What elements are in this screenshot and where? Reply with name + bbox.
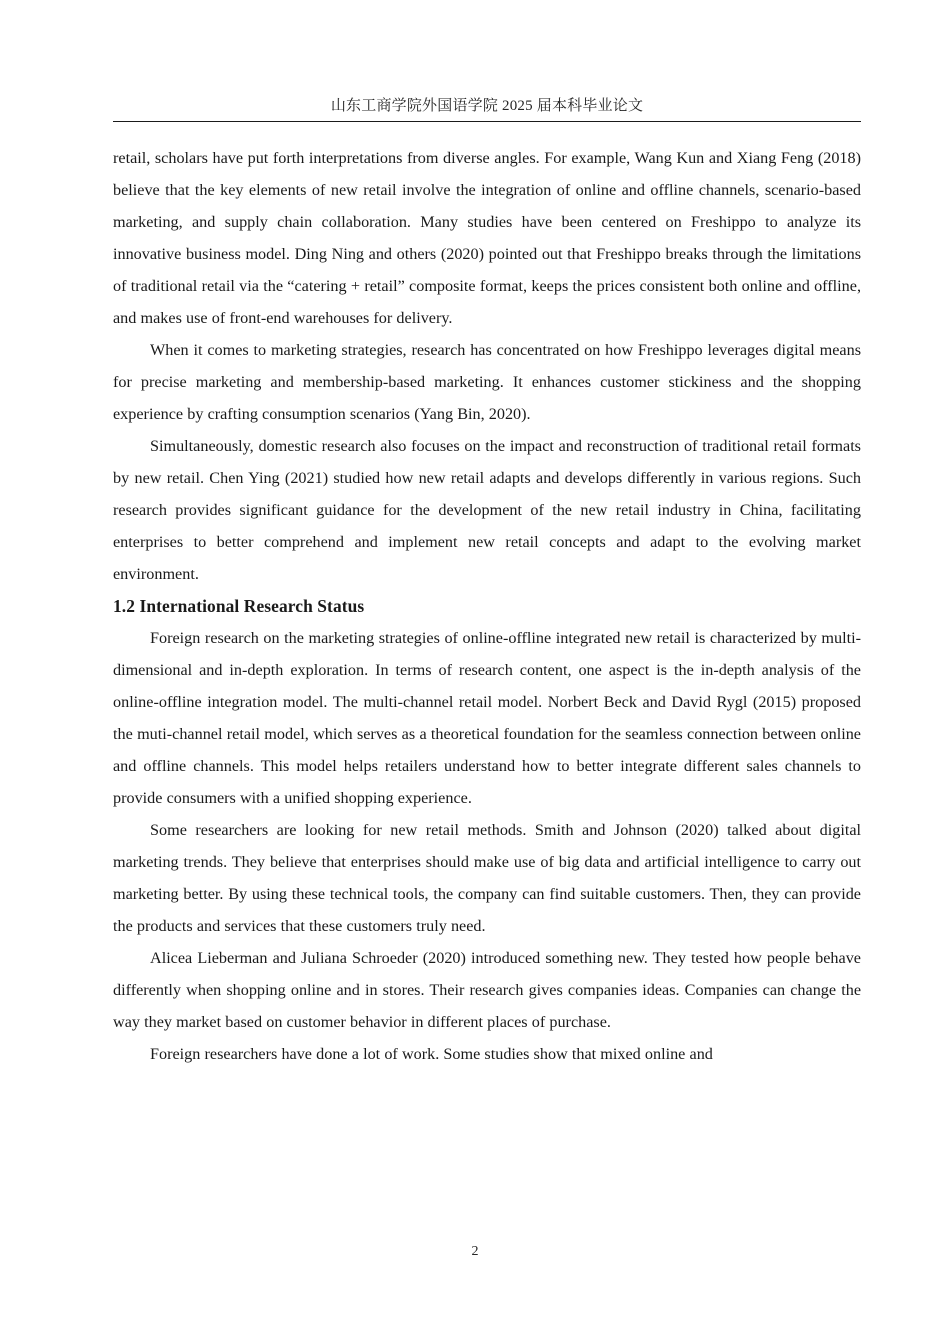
section-heading-international-research-status: 1.2 International Research Status [113,596,365,616]
paragraph-foreign-research-overview: Foreign research on the marketing strategies of online-offline integrated new retail is characterized by multi-dimensional and in-depth exploration. In terms of research content, one aspect is the in-depth analysis of the online-offline integration model. The multi-channel retail model. Norbert Beck and David Rygl (2015) proposed the muti-channel retail model, which serves as a theoretical foundation for the seamless connection between online and offline channels. This model helps retailers understand how to better integrate different sales channels to provide consumers with a unified shopping experience. [113,629,861,807]
paragraph-foreign-researchers-partial: Foreign researchers have done a lot of work. Some studies show that mixed online and [150,1045,713,1063]
running-header-text: 山东工商学院外国语学院 2025 届本科毕业论文 [330,98,644,114]
paragraph-traditional-retail-reconstruction: Simultaneously, domestic research also focuses on the impact and reconstruction of traditional retail formats by new retail. Chen Ying (2021) studied how new retail adapts and develops differently in various regions. Such research provides significant guidance for the development of the new retail industry in China, facilitating enterprises to better comprehend and implement new retail concepts and adapt to the evolving market environment. [113,437,861,583]
running-header [113,96,861,116]
paragraph-new-retail-methods: Some researchers are looking for new retail methods. Smith and Johnson (2020) talked about digital marketing trends. They believe that enterprises should make use of big data and artificial intelligence to carry out marketing better. By using these technical tools, the company can find suitable customers. Then, they can provide the products and services that these customers truly need. [113,821,861,935]
page-number: 2 [471,1244,479,1259]
paragraph-lieberman-schroeder: Alicea Lieberman and Juliana Schroeder (2020) introduced something new. They tested how people behave differently when shopping online and in stores. Their research gives companies ideas. Companies can change the way they market based on customer behavior in different places of purchase. [113,949,861,1031]
paragraph-domestic-research-continued: retail, scholars have put forth interpretations from diverse angles. For example, Wang Kun and Xiang Feng (2018) believe that the key elements of new retail involve the integration of online and offline channels, scenario-based marketing, and supply chain collaboration. Many studies have been centered on Freshippo to analyze its innovative business model. Ding Ning and others (2020) pointed out that Freshippo breaks through the limitations of traditional retail via the “catering + retail” composite format, keeps the prices consistent both online and offline, and makes use of front-end warehouses for delivery. [113,149,861,327]
paragraph-marketing-strategies: When it comes to marketing strategies, research has concentrated on how Freshippo leverages digital means for precise marketing and membership-based marketing. It enhances customer stickiness and the shopping experience by crafting consumption scenarios (Yang Bin, 2020). [113,341,861,423]
body-text-block [113,142,861,1070]
header-divider-rule [113,121,861,122]
